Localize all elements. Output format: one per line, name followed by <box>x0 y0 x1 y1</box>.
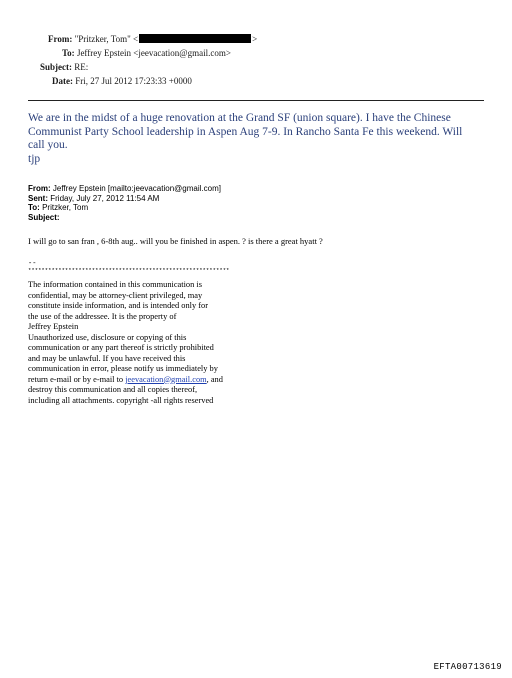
disclaimer-text: return e-mail or by e-mail to <box>28 374 126 384</box>
redaction-block <box>139 34 251 43</box>
disclaimer-line: communication or any part thereof is strictly prohibited <box>28 343 214 352</box>
header-divider <box>28 100 484 101</box>
header-subject <box>40 62 88 73</box>
disclaimer-line: constitute inside information, and is intended only for <box>28 301 209 310</box>
disclaimer-line: the use of the addressee. It is the property of <box>28 311 177 321</box>
to-label: To: <box>62 48 75 58</box>
disclaimer-text: , and <box>206 374 223 384</box>
reply-line: We are in the midst of a huge renovation at the Grand SF (union square). I have the Chinese <box>28 112 451 124</box>
subject-label: Subject: <box>40 62 72 72</box>
fwd-sent-label: Sent: <box>28 193 48 203</box>
original-message: I will go to san fran , 6-8th aug.. will you be finished in aspen. ? is there a great hyatt ? <box>28 236 323 246</box>
disclaimer-line: including all attachments. copyright -all rights reserved <box>28 395 214 405</box>
disclaimer-line: The information contained in this communication is <box>28 280 202 289</box>
document-id: EFTA00713619 <box>433 662 502 672</box>
disclaimer-line: confidential, may be attorney-client privileged, may <box>28 290 203 300</box>
from-value: "Pritzker, Tom" < <box>74 34 139 44</box>
fwd-from-label: From: <box>28 184 51 193</box>
fwd-sent-value: Friday, July 27, 2012 11:54 AM <box>50 193 160 203</box>
disclaimer-line: destroy this communication and all copies thereof, <box>28 385 198 394</box>
from-label: From: <box>48 34 73 44</box>
disclaimer-line: Jeffrey Epstein <box>28 322 79 331</box>
disclaimer-line: and may be unlawful. If you have received this <box>28 353 186 363</box>
fwd-to-value: Pritzker, Tom <box>42 203 89 213</box>
reply-line: call you. <box>28 139 68 151</box>
from-end: > <box>252 34 258 44</box>
header-from <box>48 34 257 45</box>
fwd-from-value: Jeffrey Epstein [mailto:jeevacation@gmail.com] <box>52 184 221 193</box>
date-label: Date: <box>52 76 73 86</box>
header-date <box>52 76 192 87</box>
star-divider: ************************************************************ <box>28 267 230 274</box>
disclaimer <box>28 280 288 406</box>
header-to <box>62 48 231 59</box>
to-value: Jeffrey Epstein <jeevacation@gmail.com> <box>76 48 231 58</box>
disclaimer-line-link <box>28 375 288 386</box>
subject-value: RE: <box>74 62 89 72</box>
reply-line: Communist Party School leadership in Aspen Aug 7-9. In Rancho Santa Fe this weekend. Will <box>28 125 463 138</box>
fwd-subject-label: Subject: <box>28 212 60 222</box>
date-value: Fri, 27 Jul 2012 17:23:33 +0000 <box>75 76 192 86</box>
forwarded-header <box>28 184 221 222</box>
reply-body <box>28 112 488 166</box>
fwd-to-label: To: <box>28 203 40 213</box>
signature-dash: -- <box>28 260 37 268</box>
reply-signature: tjp <box>28 152 41 165</box>
disclaimer-line: communication in error, please notify us immediately by <box>28 364 218 373</box>
disclaimer-line: Unauthorized use, disclosure or copying of this <box>28 332 187 342</box>
email-link[interactable]: jeevacation@gmail.com <box>125 374 207 384</box>
